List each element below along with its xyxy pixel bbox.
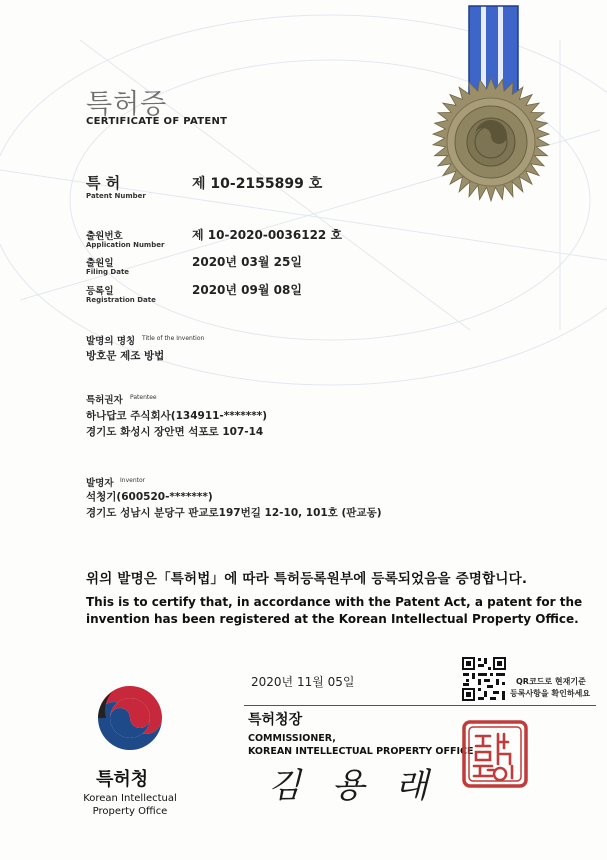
patentee-label-en: Patentee [130, 394, 157, 401]
registration-date-value: 2020년 09월 08일 [192, 283, 302, 297]
certification-text-en-line2: invention has been registered at the Korean Intellectual Property Office. [86, 612, 579, 626]
qr-code [461, 656, 507, 702]
inventor-label-ko: 발명자 [86, 478, 114, 489]
kipo-taegeuk-logo [92, 680, 168, 756]
office-name-ko: 특허청 [96, 769, 149, 790]
commissioner-title-en-line2: KOREAN INTELLECTUAL PROPERTY OFFICE [248, 746, 474, 757]
filing-date-label-ko: 출원일 [86, 258, 114, 269]
application-number-value: 제 10-2020-0036122 호 [192, 228, 343, 242]
commissioner-title-en-line1: COMMISSIONER, [248, 733, 336, 744]
inventor-label-en: Inventor [120, 477, 146, 484]
commissioner-signature: 김 용 래 [268, 766, 439, 806]
patent-number-label-en: Patent Number [86, 192, 146, 200]
commissioner-title-ko: 특허청장 [248, 712, 303, 728]
filing-date-value: 2020년 03월 25일 [192, 255, 302, 269]
invention-title-value: 방호문 제조 방법 [86, 350, 165, 362]
certificate-title-en: CERTIFICATE OF PATENT [86, 116, 228, 127]
patentee-name: 하나답코 주식회사(134911-*******) [86, 410, 268, 422]
filing-date-label-en: Filing Date [86, 268, 130, 276]
invention-label-en: Title of the Invention [142, 335, 205, 342]
qr-caption-line2: 등록사항을 확인하세요 [510, 689, 591, 698]
certification-text-ko: 위의 발명은「특허법」에 따라 특허등록원부에 등록되었음을 증명합니다. [86, 571, 528, 587]
application-number-label-en: Application Number [86, 241, 165, 249]
invention-label-ko: 발명의 명칭 [86, 336, 136, 347]
certification-text-en-line1: This is to certify that, in accordance with the Patent Act, a patent for the [86, 595, 583, 609]
registration-date-label-ko: 등록일 [86, 286, 114, 297]
patent-number-label-ko: 특 허 [86, 174, 121, 192]
office-name-en-line1: Korean Intellectual [83, 793, 177, 804]
certificate-title-ko: 특허증 [86, 89, 168, 120]
gold-seal [433, 78, 549, 201]
patent-number-value: 제 10-2155899 호 [192, 176, 323, 192]
gold-seal-with-ribbon [418, 0, 568, 220]
application-number-label-ko: 출원번호 [86, 231, 123, 242]
issue-date: 2020년 11월 05일 [251, 675, 355, 689]
registration-date-label-en: Registration Date [86, 296, 156, 304]
patentee-label-ko: 특허권자 [86, 395, 123, 406]
divider [244, 705, 596, 706]
qr-caption-line1: QR코드로 현재기준 [516, 677, 586, 686]
inventor-name: 석청기(600520-*******) [86, 491, 213, 503]
official-seal-stamp [460, 718, 530, 790]
office-name-en-line2: Property Office [92, 806, 168, 817]
inventor-address: 경기도 성남시 분당구 판교로197번길 12-10, 101호 (판교동) [86, 507, 382, 519]
patentee-address: 경기도 화성시 장안면 석포로 107-14 [86, 426, 264, 438]
